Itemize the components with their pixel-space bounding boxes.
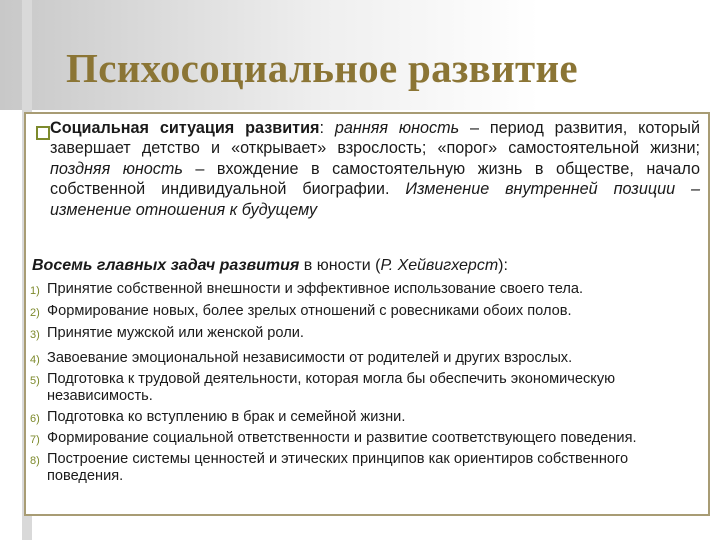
intro-paragraph	[50, 118, 700, 220]
intro-term: Социальная ситуация развития	[50, 119, 320, 137]
list-item-text: Подготовка к трудовой деятельности, которая могла бы обеспечить экономическую независимость.	[47, 371, 616, 404]
list-item	[30, 371, 702, 405]
list-item-number: 6)	[30, 413, 40, 425]
tasks-heading-end: ):	[498, 257, 508, 274]
list-item-text: Завоевание эмоциональной независимости от родителей и других взрослых.	[47, 350, 573, 366]
list-item-number: 5)	[30, 375, 40, 387]
list-item-number: 7)	[30, 434, 40, 446]
tasks-heading	[32, 257, 702, 275]
intro-position-change: Изменение внутренней позиции – изменение отношения к будущему	[50, 180, 700, 219]
list-item	[30, 303, 702, 320]
square-bullet-icon	[36, 126, 50, 140]
tasks-heading-normal: в юности (	[299, 257, 381, 274]
list-item	[30, 430, 702, 447]
list-item-number: 8)	[30, 455, 40, 467]
intro-text-2: – вхождение в самостоятельную жизнь в обществе, начало собственной индивидуальной биографии.	[50, 159, 700, 199]
list-item-text: Подготовка ко вступлению в брак и семейной жизни.	[47, 409, 406, 425]
list-item	[30, 325, 702, 342]
slide-title: Психосоциальное развитие	[66, 45, 578, 91]
list-item-number: 1)	[30, 285, 40, 297]
list-item-number: 2)	[30, 307, 40, 319]
tasks-list	[30, 281, 702, 485]
list-item-text: Построение системы ценностей и этических принципов как ориентиров собственного поведения.	[47, 451, 629, 484]
list-item-number: 4)	[30, 354, 40, 366]
tasks-heading-bold: Восемь главных задач развития	[32, 257, 300, 274]
intro-early-youth: ранняя юность	[334, 119, 460, 137]
list-item	[30, 350, 702, 367]
tasks-heading-author: Р. Хейвигхерст	[380, 257, 499, 274]
intro-colon: :	[319, 119, 325, 137]
list-item	[30, 451, 702, 485]
list-item-text: Формирование новых, более зрелых отношений с ровесниками обоих полов.	[47, 303, 572, 319]
list-item	[30, 281, 702, 298]
list-item-text: Формирование социальной ответственности и развитие соответствующего поведения.	[47, 430, 637, 446]
intro-late-youth: поздняя юность	[50, 159, 183, 178]
list-item-number: 3)	[30, 329, 40, 341]
list-item-text: Принятие мужской или женской роли.	[47, 325, 304, 341]
list-item	[30, 409, 702, 426]
intro-text-1: – период развития, который завершает детство и «открывает» взрослость; «порог» самостоятельной жизни;	[50, 119, 700, 158]
list-item-text: Принятие собственной внешности и эффективное использование своего тела.	[47, 281, 584, 297]
